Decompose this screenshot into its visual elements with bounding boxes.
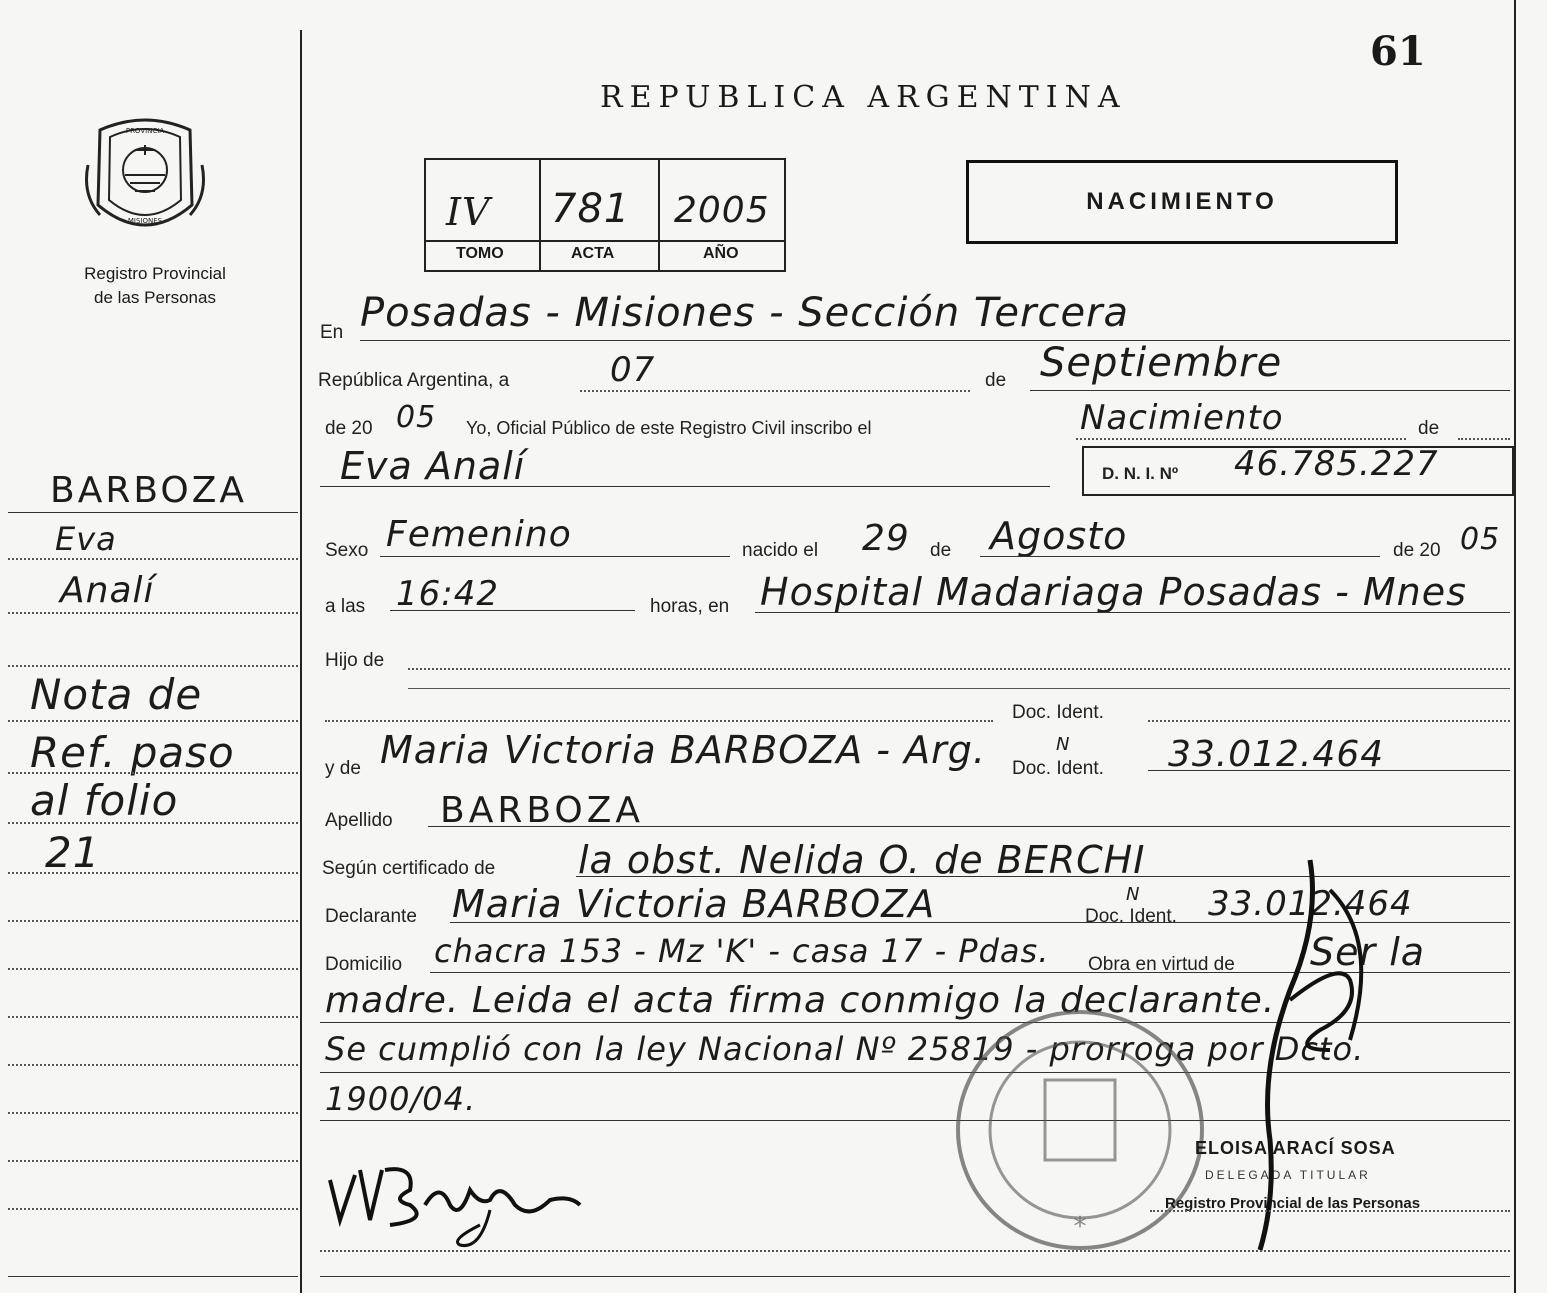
value-mes: Septiembre bbox=[1040, 340, 1283, 386]
value-anio: 05 bbox=[396, 400, 437, 435]
label-de20: de 20 bbox=[325, 418, 373, 439]
value-domicilio: chacra 153 - Mz 'K' - casa 17 - Pdas. bbox=[434, 932, 1050, 970]
value-lugar-nac: Hospital Madariaga Posadas - Mnes bbox=[760, 570, 1467, 614]
official-name: ELOISA ARACÍ SOSA bbox=[1195, 1138, 1396, 1158]
tomo-label: TOMO bbox=[456, 245, 504, 262]
margin-note-4: 21 bbox=[45, 828, 101, 877]
label-apellido: Apellido bbox=[325, 810, 393, 831]
declarant-signature bbox=[320, 1150, 590, 1260]
margin-note-1: Nota de bbox=[30, 670, 203, 719]
seal-bottom-text: MISIONES bbox=[127, 217, 163, 225]
value-mes-nac: Agosto bbox=[990, 514, 1128, 558]
dni-box bbox=[1082, 446, 1514, 496]
tomo-value: IV bbox=[446, 190, 491, 234]
label-de20b: de 20 bbox=[1393, 540, 1441, 561]
ano-value: 2005 bbox=[674, 190, 770, 231]
label-docident3: Doc. Ident. bbox=[1085, 906, 1177, 927]
document-type-box: NACIMIENTO bbox=[966, 160, 1398, 244]
value-certificado: la obst. Nelida O. de BERCHI bbox=[578, 838, 1146, 882]
page-number: 61 bbox=[1370, 28, 1426, 75]
margin-name1: Eva bbox=[55, 520, 117, 558]
label-horas: horas, en bbox=[650, 596, 730, 617]
label-nacido: nacido el bbox=[742, 540, 819, 561]
value-obra3: Se cumplió con la ley Nacional Nº 25819 - prorroga por Dcto. bbox=[325, 1030, 1365, 1068]
value-acto: Nacimiento bbox=[1080, 398, 1284, 438]
ano-label: AÑO bbox=[703, 245, 739, 262]
value-madre: Maria Victoria BARBOZA - Arg. bbox=[380, 728, 986, 772]
value-madre-doc: 33.012.464 bbox=[1168, 734, 1385, 775]
value-obra4: 1900/04. bbox=[325, 1080, 477, 1118]
value-sexo: Femenino bbox=[386, 514, 572, 555]
value-dia-nac: 29 bbox=[862, 518, 910, 559]
sup-n-1: N bbox=[1056, 734, 1071, 755]
seal-top-text: PROVINCIA bbox=[125, 127, 165, 135]
value-dia: 07 bbox=[610, 350, 656, 390]
value-dni: 46.785.227 bbox=[1234, 444, 1439, 484]
official-stamp bbox=[945, 1000, 1215, 1260]
label-dni: D. N. I. Nº bbox=[1102, 464, 1179, 483]
acta-label: ACTA bbox=[571, 245, 615, 262]
reference-box bbox=[424, 158, 786, 272]
label-de-mid: de bbox=[930, 540, 952, 561]
margin-note-3: al folio bbox=[30, 776, 179, 825]
sup-n-2: N bbox=[1126, 884, 1141, 905]
label-domicilio: Domicilio bbox=[325, 954, 403, 975]
label-sexo: Sexo bbox=[325, 540, 369, 561]
value-declarante: Maria Victoria BARBOZA bbox=[452, 882, 936, 926]
svg-text:*: * bbox=[1073, 1212, 1087, 1242]
margin-rule bbox=[300, 30, 302, 1293]
label-segun: Según certificado de bbox=[322, 858, 496, 879]
label-docident2: Doc. Ident. bbox=[1012, 758, 1104, 779]
province-seal bbox=[80, 105, 210, 245]
registry-line2: de las Personas bbox=[94, 288, 216, 307]
right-edge-rule bbox=[1514, 0, 1516, 1293]
margin-surname: BARBOZA bbox=[50, 470, 248, 511]
value-hora: 16:42 bbox=[396, 574, 499, 614]
value-apellido: BARBOZA bbox=[440, 790, 645, 831]
official-org: Registro Provincial de las Personas bbox=[1165, 1195, 1421, 1212]
label-alas: a las bbox=[325, 596, 366, 617]
official-role: DELEGADA TITULAR bbox=[1205, 1168, 1371, 1182]
registry-line1: Registro Provincial bbox=[84, 264, 226, 283]
margin-note-2: Ref. paso bbox=[30, 728, 235, 777]
country-title: REPUBLICA ARGENTINA bbox=[600, 80, 1127, 115]
official-signature bbox=[1200, 840, 1430, 1260]
value-nombre: Eva Analí bbox=[340, 444, 526, 488]
acta-value: 781 bbox=[551, 186, 631, 232]
value-anio-nac: 05 bbox=[1460, 522, 1501, 557]
value-lugar: Posadas - Misiones - Sección Tercera bbox=[360, 290, 1130, 336]
label-en: En bbox=[320, 322, 344, 343]
label-yo: Yo, Oficial Público de este Registro Civil inscribo el bbox=[466, 418, 872, 438]
label-republica: República Argentina, a bbox=[318, 370, 510, 391]
label-de-end: de bbox=[1418, 418, 1440, 439]
label-docident1: Doc. Ident. bbox=[1012, 702, 1104, 723]
label-de-month: de bbox=[985, 370, 1007, 391]
label-yde: y de bbox=[325, 758, 361, 779]
value-declarante-doc: 33.012.464 bbox=[1208, 884, 1413, 924]
label-obra: Obra en virtud de bbox=[1088, 954, 1235, 975]
margin-name2: Analí bbox=[60, 570, 155, 611]
registry-name bbox=[40, 262, 270, 310]
value-obra2: madre. Leida el acta firma conmigo la declarante. bbox=[325, 980, 1276, 1021]
label-declarante: Declarante bbox=[325, 906, 417, 927]
value-obra1: Ser la bbox=[1310, 930, 1426, 974]
label-hijo: Hijo de bbox=[325, 650, 385, 671]
